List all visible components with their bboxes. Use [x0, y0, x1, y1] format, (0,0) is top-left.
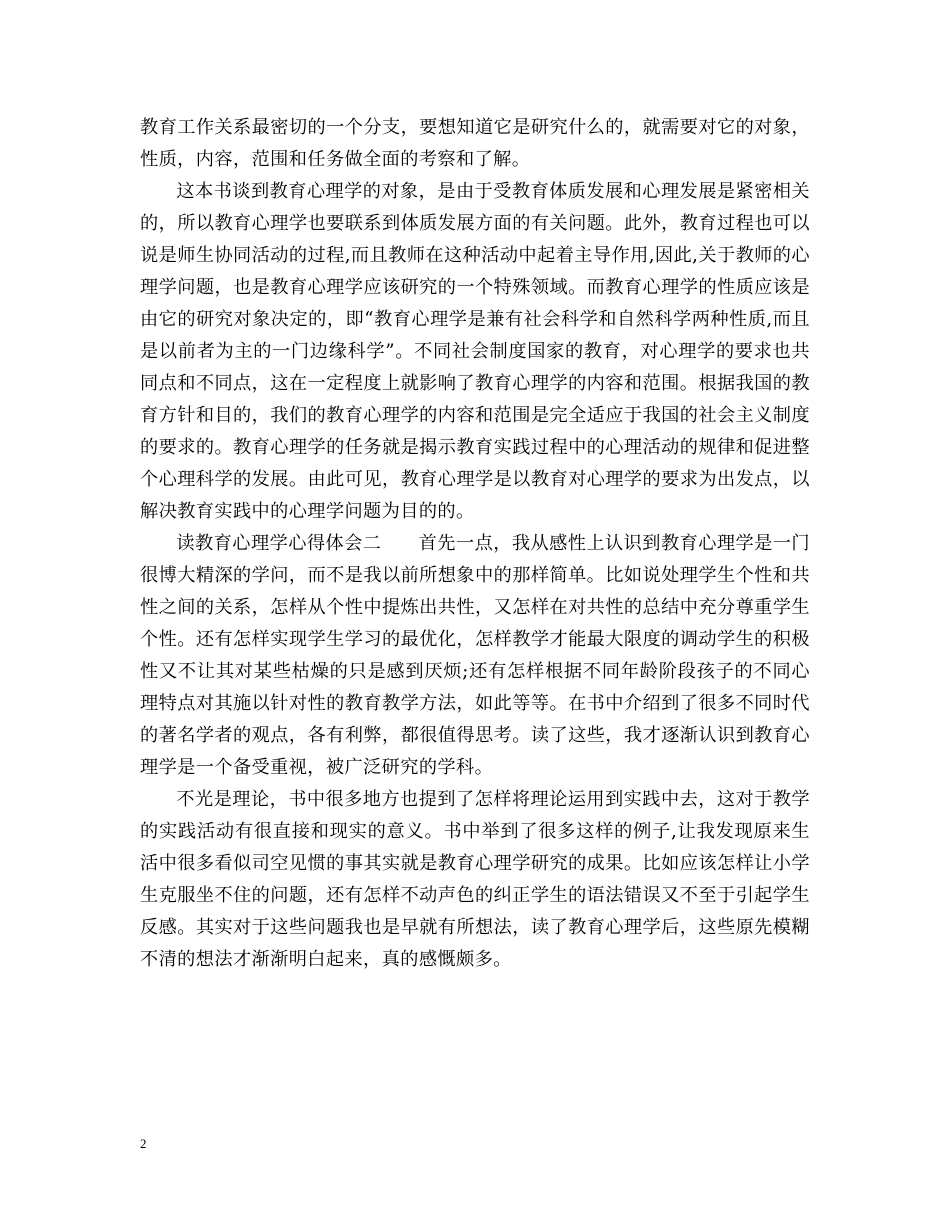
paragraph-1: 教育工作关系最密切的一个分支，要想知道它是研究什么的，就需要对它的对象，性质，内容，范围和任务做全面的考察和了解。: [140, 117, 810, 170]
paragraph-2: 这本书谈到教育心理学的对象，是由于受教育体质发展和心理发展是紧密相关的，所以教育心理学也要联系到体质发展方面的有关问题。此外，教育过程也可以说是师生协同活动的过程,而且教师在这种活动中起着主导作用,因此,关于教师的心理学问题，也是教育心理学应该研究的一个特殊领域。而教育心理学的性质应该是由它的研究对象决定的，即“教育心理学是兼有社会科学和自然科学两种性质,而且是以前者为主的一门边缘科学”。不同社会制度国家的教育，对心理学的要求也共同点和不同点，这在一定程度上就影响了教育心理学的内容和范围。根据我国的教育方针和目的，我们的教育心理学的内容和范围是完全适应于我国的社会主义制度的要求的。教育心理学的任务就是揭示教育实践过程中的心理活动的规律和促进整个心理科学的发展。由此可见，教育心理学是以教育对心理学的要求为出发点，以解决教育实践中的心理学问题为目的的。: [140, 181, 810, 522]
page-number: 2: [140, 1136, 147, 1151]
paragraph-4: 不光是理论，书中很多地方也提到了怎样将理论运用到实践中去，这对于教学的实践活动有很直接和现实的意义。书中举到了很多这样的例子,让我发现原来生活中很多看似司空见惯的事其实就是教育心理学研究的成果。比如应该怎样让小学生克服坐不住的问题，还有怎样不动声色的纠正学生的语法错误又不至于引起学生反感。其实对于这些问题我也是早就有所想法，读了教育心理学后，这些原先模糊不清的想法才渐渐明白起来，真的感慨颇多。: [140, 789, 810, 970]
document-body: [140, 112, 810, 976]
paragraph-3: 读教育心理学心得体会二 首先一点，我从感性上认识到教育心理学是一门很博大精深的学问，而不是我以前所想象中的那样简单。比如说处理学生个性和共性之间的关系，怎样从个性中提炼出共性，又怎样在对共性的总结中充分尊重学生个性。还有怎样实现学生学习的最优化，怎样教学才能最大限度的调动学生的积极性又不让其对某些枯燥的只是感到厌烦;还有怎样根据不同年龄阶段孩子的不同心理特点对其施以针对性的教育教学方法，如此等等。在书中介绍到了很多不同时代的著名学者的观点，各有利弊，都很值得思考。读了这些，我才逐渐认识到教育心理学是一个备受重视，被广泛研究的学科。: [140, 533, 810, 778]
